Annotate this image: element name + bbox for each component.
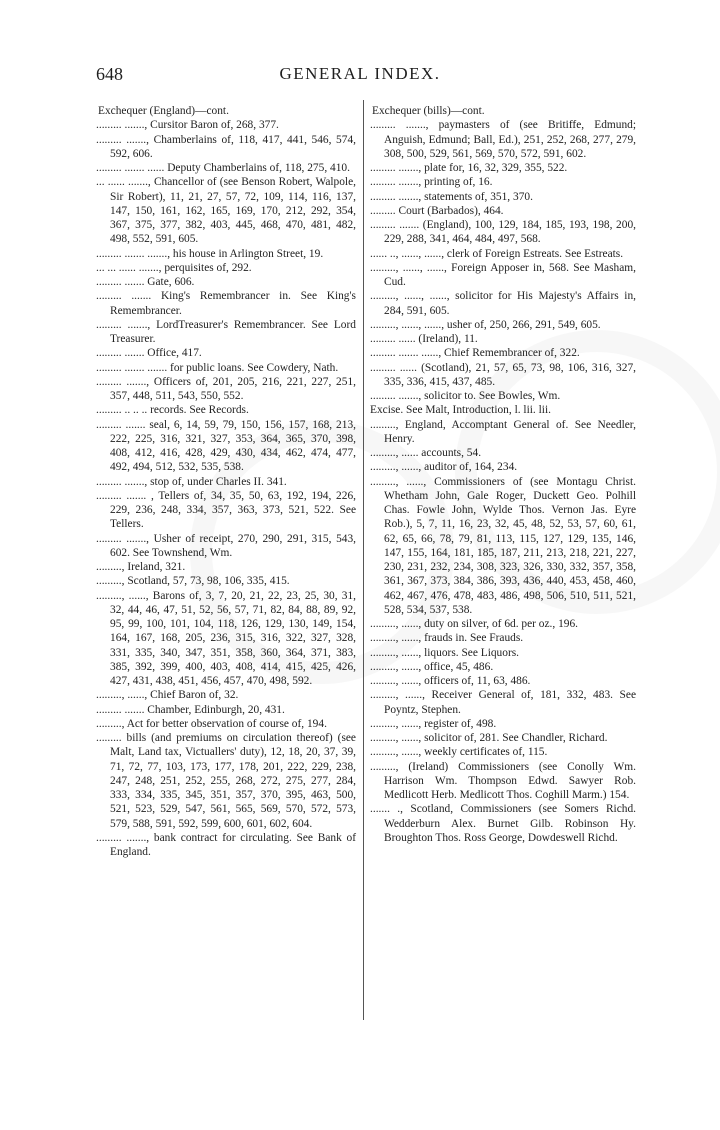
index-entry: ......... ...... (Scotland), 21, 57, 65, 73, 98, 106, 316, 327, 335, 336, 415, 437, 485. bbox=[370, 361, 636, 388]
index-entry: ........., ......, duty on silver, of 6d. per oz., 196. bbox=[370, 618, 579, 630]
index-entry: ......... ......., statements of, 351, 370. bbox=[370, 190, 533, 203]
index-entry: ......... ......., LordTreasurer's Remembrancer. See Lord Treasurer. bbox=[96, 318, 356, 345]
index-entry: ......... bills (and premiums on circulation thereof) (see Malt, Land tax, Victuallers' duty), 12, 18, 20, 37, 39, 71, 72, 77, 103, 173, 177, 178, 201, 222, 229, 238, 247, 248, 251, 252, 255, 268, 272, 275, 277, 284, 333, 334, 335, 345, 351, 357, 370, 395, 463, 500, 521, 523, 529, 547, 561, 565, 569, 570, 572, 573, 579, 588, 591, 592, 599, 600, 601, 602, 604. bbox=[96, 732, 356, 830]
index-entry: ......... ......., Officers of, 201, 205, 216, 221, 227, 251, 357, 448, 511, 543, 550, 552. bbox=[96, 375, 356, 402]
index-entry: ......... ....... ......., his house in Arlington Street, 19. bbox=[96, 247, 324, 260]
index-entry: ......... ....... ......, Chief Remembrancer of, 322. bbox=[370, 347, 580, 360]
index-entry: ......... ....... , Tellers of, 34, 35, 50, 63, 192, 194, 226, 229, 236, 248, 334, 357, 363, 373, 521, 522. See Tellers. bbox=[96, 489, 356, 531]
index-entry: ... ...... ......., Chancellor of (see Benson Robert, Walpole, Sir Robert), 11, 21, 27, 57, 72, 109, 114, 116, 137, 147, 150, 161, 162, 165, 169, 170, 212, 292, 354, 367, 375, 377, 382, 403, 445, 468, 470, 481, 482, 498, 552, 591, 605. bbox=[96, 176, 356, 246]
index-entry: ........., ......, ......, Foreign Apposer in, 568. See Masham, Cud. bbox=[370, 261, 636, 288]
column-heading: Exchequer (England)—cont. bbox=[98, 105, 229, 117]
left-index-column bbox=[96, 104, 356, 859]
index-entry: ......... ....... Chamber, Edinburgh, 20, 431. bbox=[96, 703, 285, 716]
index-entry: ......... ......., paymasters of (see Britiffe, Edmund; Anguish, Edmund; Ball, Ed.), 251, 252, 268, 277, 279, 308, 500, 529, 561, 569, 570, 572, 591, 602. bbox=[370, 119, 636, 160]
index-entry: ........., ......, ......, solicitor for His Majesty's Affairs in, 284, 591, 605. bbox=[370, 290, 636, 317]
index-entry: ........., ......, Receiver General of, 181, 332, 483. See Poyntz, Stephen. bbox=[370, 689, 636, 716]
index-entry: ........., ......, liquors. See Liquors. bbox=[370, 646, 520, 659]
index-entry: ........., ......, register of, 498. bbox=[370, 717, 497, 730]
index-entry: ......... ......., solicitor to. See Bowles, Wm. bbox=[370, 390, 561, 402]
index-entry: ......... ....... ...... Deputy Chamberlains of, 118, 275, 410. bbox=[96, 162, 350, 174]
index-entry: ........., ......, frauds in. See Frauds. bbox=[370, 632, 524, 645]
index-entry: ........., (Ireland) Commissioners (see Conolly Wm. Harrison Wm. Thompson Edwd. Sawyer Rob. Medlicott Herb. Medlicott Thos. Coghill Marm.) 154. bbox=[370, 760, 636, 801]
index-entry: ........., Ireland, 321. bbox=[96, 561, 186, 573]
index-entry: ........., ......, office, 45, 486. bbox=[370, 660, 494, 673]
index-entry: ......... ...... (Ireland), 11. bbox=[370, 333, 478, 345]
index-entry: ......... ......., stop of, under Charles II. 341. bbox=[96, 475, 287, 488]
index-entry: ........., Act for better observation of course of, 194. bbox=[96, 717, 327, 730]
index-entry: ........., ......, ......, usher of, 250, 266, 291, 549, 605. bbox=[370, 318, 601, 331]
index-entry: ......... ....... King's Remembrancer in. See King's Remembrancer. bbox=[96, 290, 356, 317]
index-entry: ......... ......., bank contract for circulating. See Bank of England. bbox=[96, 831, 356, 858]
index-entry: ......... ......., Usher of receipt, 270, 290, 291, 315, 543, 602. See Townshend, Wm. bbox=[96, 532, 356, 559]
index-entry: ......... ......., plate for, 16, 32, 329, 355, 522. bbox=[370, 162, 568, 174]
index-entry: ........., ......, officers of, 11, 63, 486. bbox=[370, 675, 531, 687]
index-entry: ........., ......, Chief Baron of, 32. bbox=[96, 689, 239, 702]
index-entry: ........., England, Accomptant General of. See Needler, Henry. bbox=[370, 418, 636, 445]
right-index-column bbox=[370, 104, 636, 845]
column-heading: Exchequer (bills)—cont. bbox=[372, 105, 485, 117]
index-entry: ........., ......, weekly certificates of, 115. bbox=[370, 746, 548, 759]
index-entry: ........., ......, auditor of, 164, 234. bbox=[370, 461, 518, 474]
index-entry: ...... .., ......, ......, clerk of Foreign Estreats. See Estreats. bbox=[370, 247, 624, 260]
index-entry: ........., ...... accounts, 54. bbox=[370, 447, 482, 459]
index-entry: ........., ......, solicitor of, 281. See Chandler, Richard. bbox=[370, 732, 608, 744]
running-head-title: GENERAL INDEX. bbox=[279, 64, 441, 83]
index-entry: ......... ....... Office, 417. bbox=[96, 347, 202, 360]
page-number: 648 bbox=[96, 64, 123, 84]
index-entry: Excise. See Malt, Introduction, l. lii. lii. bbox=[370, 404, 551, 417]
index-entry: ......... Court (Barbados), 464. bbox=[370, 204, 504, 217]
index-entry: ......... ......., printing of, 16. bbox=[370, 176, 493, 189]
index-entry: ......... ....... (England), 100, 129, 184, 185, 193, 198, 200, 229, 288, 341, 464, 484, 497, 568. bbox=[370, 219, 636, 246]
index-entry: ........., Scotland, 57, 73, 98, 106, 335, 415. bbox=[96, 575, 290, 588]
index-entry: ......... ....... seal, 6, 14, 59, 79, 150, 156, 157, 168, 213, 222, 225, 316, 321, 327, 353, 364, 365, 370, 398, 408, 412, 416, 428, 429, 430, 434, 462, 474, 477, 492, 494, 512, 532, 535, 538. bbox=[96, 418, 356, 474]
index-entry: ........., ......, Commissioners of (see Montagu Christ. Whetham John, Gale Roger, Duckett Geo. Polhill Chas. Fowle John, Wylde Thos. Vernon Jas. Eyre Rob.), 5, 7, 11, 16, 23, 32, 45, 48, 52, 53, 57, 60, 61, 62, 65, 66, 78, 79, 81, 113, 115, 127, 129, 135, 146, 147, 155, 164, 181, 185, 187, 211, 213, 218, 221, 227, 230, 231, 232, 234, 308, 323, 326, 330, 332, 357, 358, 361, 367, 373, 384, 386, 393, 436, 440, 453, 458, 460, 462, 467, 476, 478, 483, 486, 498, 506, 510, 511, 521, 528, 534, 537, 538. bbox=[370, 475, 636, 616]
index-entry: ......... ....... ....... for public loans. See Cowdery, Nath. bbox=[96, 361, 339, 374]
index-entry: ......... ......., Cursitor Baron of, 268, 377. bbox=[96, 119, 279, 132]
column-divider bbox=[363, 100, 364, 1020]
index-entry: ......... .. .. .. records. See Records. bbox=[96, 404, 249, 417]
index-entry: ....... ., Scotland, Commissioners (see Somers Richd. Wedderburn Alex. Burnet Gilb. Robinson Hy. Broughton Thos. Ross George, Dowdeswell Richd. bbox=[370, 803, 636, 844]
index-entry: ... ... ...... ......., perquisites of, 292. bbox=[96, 261, 252, 274]
index-entry: ........., ......, Barons of, 3, 7, 20, 21, 22, 23, 25, 30, 31, 32, 44, 46, 47, 51, 52, 56, 57, 71, 82, 84, 88, 89, 92, 95, 99, 100, 101, 104, 118, 126, 129, 130, 149, 154, 164, 167, 168, 205, 236, 315, 316, 322, 327, 328, 331, 335, 340, 347, 351, 358, 360, 364, 371, 383, 385, 392, 399, 400, 403, 408, 414, 415, 425, 426, 427, 431, 438, 451, 456, 457, 470, 498, 592. bbox=[96, 589, 356, 687]
index-entry: ......... ......., Chamberlains of, 118, 417, 441, 546, 574, 592, 606. bbox=[96, 133, 356, 160]
index-entry: ......... ....... Gate, 606. bbox=[96, 276, 195, 288]
